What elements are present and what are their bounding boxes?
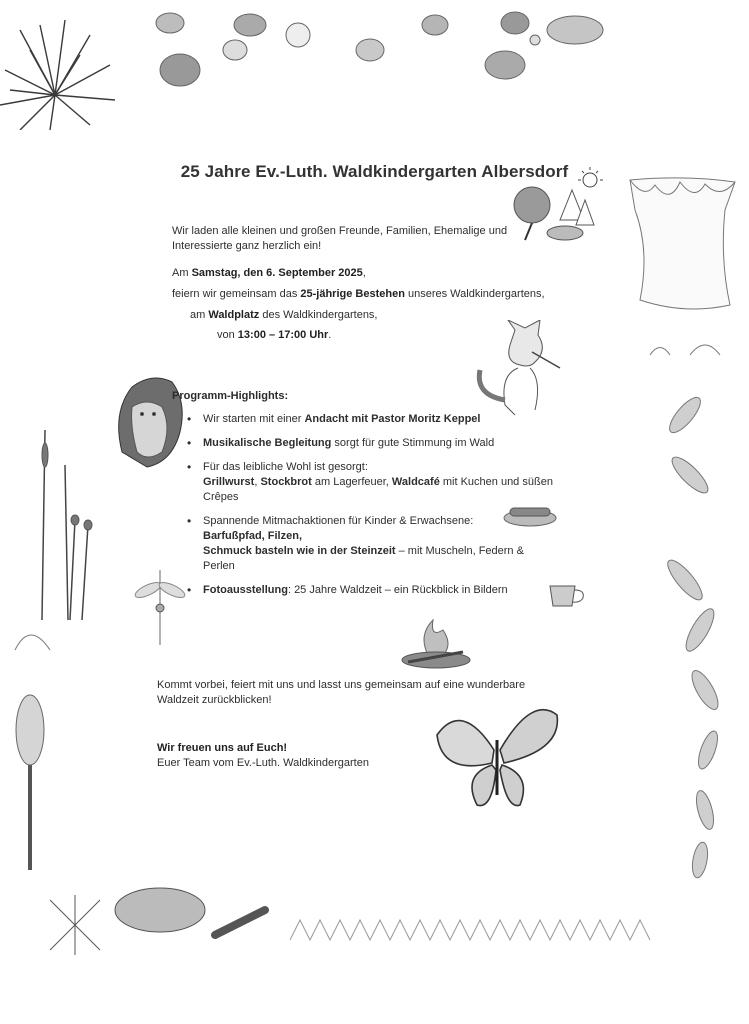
intro-line-1: Wir laden alle kleinen und großen Freunde, Familien, Ehemalige und bbox=[172, 225, 508, 237]
item-text: : 25 Jahre Waldzeit – ein Rückblick in Bildern bbox=[287, 584, 508, 596]
item-bold: Musikalische Begleitung bbox=[203, 437, 332, 449]
closing-line-1: Kommt vorbei, feiert mit uns und lasst uns gemeinsam auf eine wunderbare bbox=[157, 679, 526, 691]
highlights-list bbox=[187, 412, 567, 607]
item-text: – mit Muscheln, Federn & bbox=[395, 545, 524, 557]
item-bold: Stockbrot bbox=[260, 476, 312, 488]
place-line bbox=[190, 308, 378, 323]
signoff bbox=[157, 741, 369, 771]
date-suffix: , bbox=[362, 267, 366, 279]
item-bold: Schmuck basteln wie in der Steinzeit bbox=[203, 545, 396, 557]
fabric-sketch bbox=[625, 170, 740, 320]
feathers-sketch bbox=[630, 330, 740, 890]
item-bold: Fotoausstellung bbox=[203, 584, 288, 596]
reeds-sketch bbox=[20, 420, 100, 630]
item-line-2 bbox=[203, 475, 567, 490]
time-line bbox=[217, 328, 331, 343]
place-name: Waldplatz bbox=[208, 309, 260, 321]
butterfly-icon bbox=[432, 695, 562, 815]
place-suffix: des Waldkindergartens, bbox=[259, 309, 378, 321]
intro-line-2: Interessierte ganz herzlich ein! bbox=[172, 240, 322, 252]
item-bold: Waldcafé bbox=[391, 476, 440, 488]
item-bold: Andacht mit Pastor Moritz Keppel bbox=[304, 413, 481, 425]
list-item bbox=[187, 460, 567, 505]
closing-line-2: Waldzeit zurückblicken! bbox=[157, 694, 272, 706]
pine-branch-sketch bbox=[0, 20, 120, 130]
campfire-icon bbox=[398, 610, 473, 670]
item-text: • Für das leibliche Wohl ist gesorgt: bbox=[203, 461, 368, 473]
celebrate-prefix: feiern wir gemeinsam das bbox=[172, 288, 301, 300]
event-time: 13:00 – 17:00 Uhr bbox=[237, 329, 329, 341]
item-bold: Barfußpfad, Filzen, bbox=[203, 530, 302, 542]
nuts-row-sketch bbox=[150, 5, 610, 90]
item-bold: Grillwurst bbox=[203, 476, 255, 488]
list-item bbox=[187, 436, 567, 451]
page-title: 25 Jahre Ev.-Luth. Waldkindergarten Albersdorf bbox=[180, 162, 569, 181]
item-line-3 bbox=[203, 544, 567, 559]
time-suffix: . bbox=[328, 329, 332, 341]
item-text: Wir starten mit einer bbox=[203, 413, 305, 425]
list-item bbox=[187, 583, 567, 598]
item-sep: , bbox=[254, 476, 261, 488]
event-date: Samstag, den 6. September 2025 bbox=[191, 267, 363, 279]
item-text: • Spannende Mitmachaktionen für Kinder & Erwachsene: bbox=[203, 515, 474, 527]
anniversary-label: 25-jährige Bestehen bbox=[300, 288, 405, 300]
signoff-team: Euer Team vom Ev.-Luth. Waldkindergarten bbox=[157, 757, 369, 769]
time-prefix: von bbox=[217, 329, 238, 341]
celebrate-line bbox=[172, 287, 545, 302]
hedgehog-icon bbox=[112, 372, 187, 472]
item-text: am Lagerfeuer, bbox=[311, 476, 392, 488]
intro-text bbox=[172, 224, 507, 254]
pine-cone-sketch bbox=[5, 620, 65, 870]
fox-icon bbox=[470, 320, 565, 420]
closing-text bbox=[157, 678, 525, 708]
celebrate-suffix: unseres Waldkindergartens, bbox=[404, 288, 545, 300]
item-text: Crêpes bbox=[203, 491, 239, 503]
dragonfly-sketch bbox=[130, 560, 190, 650]
highlights-heading: Programm-Highlights: bbox=[172, 390, 289, 402]
item-text: sorgt für gute Stimmung im Wald bbox=[331, 437, 495, 449]
item-text: Perlen bbox=[203, 560, 235, 572]
date-prefix: Am bbox=[172, 267, 192, 279]
item-text: mit Kuchen und süßen bbox=[439, 476, 553, 488]
list-item bbox=[187, 514, 567, 574]
signoff-greeting: Wir freuen uns auf Euch! bbox=[157, 742, 288, 754]
place-prefix: am bbox=[190, 309, 209, 321]
date-line bbox=[172, 266, 366, 281]
bottom-grass-sketch bbox=[0, 880, 749, 960]
list-item bbox=[187, 412, 567, 427]
